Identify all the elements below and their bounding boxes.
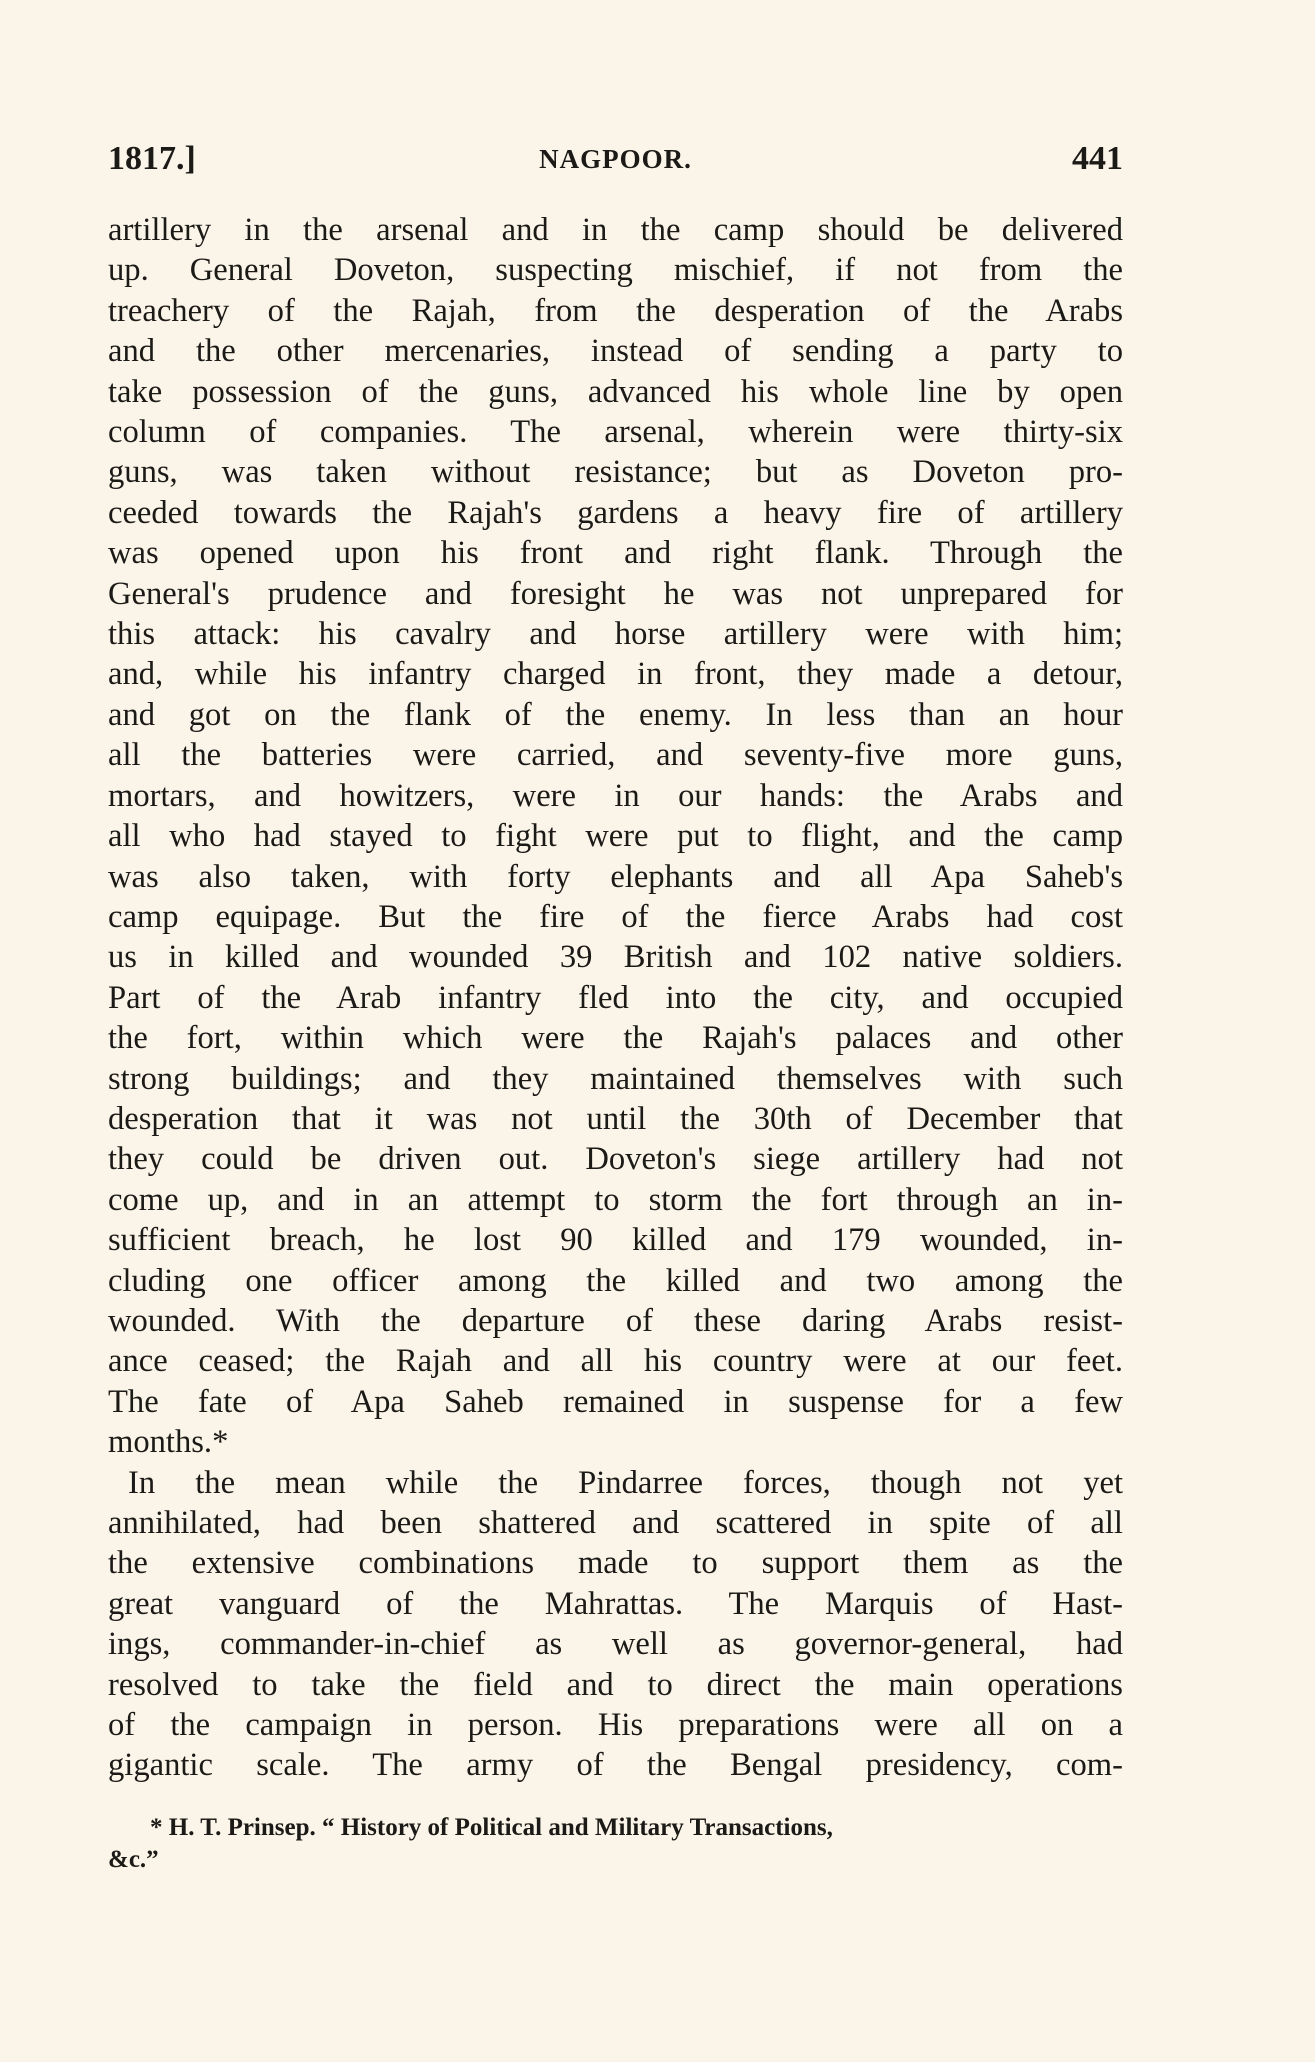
text-line: sufficient breach, he lost 90 killed and 179 wounded, in- [108,1222,1123,1259]
text-line: The fate of Apa Saheb remained in suspense for a few [108,1383,1123,1420]
text-line: they could be driven out. Doveton's siege artillery had not [108,1141,1123,1178]
text-line: all who had stayed to fight were put to flight, and the camp [108,818,1123,855]
text-line: ings, commander-in-chief as well as governor-general, had [108,1626,1123,1663]
text-line: ance ceased; the Rajah and all his country were at our feet. [108,1343,1123,1380]
text-line: mortars, and howitzers, were in our hands: the Arabs and [108,777,1123,814]
text-line: ceeded towards the Rajah's gardens a heavy fire of artillery [108,494,1123,531]
text-line: us in killed and wounded 39 British and 102 native soldiers. [108,939,1123,976]
text-line: resolved to take the field and to direct the main operations [108,1666,1123,1703]
text-line: great vanguard of the Mahrattas. The Marquis of Hast- [108,1585,1123,1622]
page-number: 441 [1072,140,1123,177]
footnote-line: * H. T. Prinsep. “ History of Political and Military Transactions, [150,1813,833,1841]
text-line: annihilated, had been shattered and scattered in spite of all [108,1505,1123,1541]
footnote [108,1812,1123,1876]
text-line: this attack: his cavalry and horse artillery were with him; [108,616,1123,653]
text-line: and got on the flank of the enemy. In less than an hour [108,696,1123,733]
text-line: guns, was taken without resistance; but as Doveton pro- [108,454,1123,491]
text-line: camp equipage. But the fire of the fierce Arabs had cost [108,898,1123,935]
footnote-line: &c.” [108,1845,159,1873]
header-year: 1817.] [108,140,196,177]
text-line: take possession of the guns, advanced his whole line by open [108,373,1123,410]
text-line: the fort, within which were the Rajah's palaces and other [108,1020,1123,1057]
text-line: all the batteries were carried, and seventy-five more guns, [108,737,1123,774]
book-page [108,140,1123,1876]
text-line: and, while his infantry charged in front, they made a detour, [108,656,1123,693]
text-line: In the mean while the Pindarree forces, though not yet [128,1464,1123,1501]
text-line: come up, and in an attempt to storm the fort through an in- [108,1181,1123,1218]
text-line: up. General Doveton, suspecting mischief, if not from the [108,252,1123,289]
text-line: months.* [108,1424,229,1461]
text-line: wounded. With the departure of these daring Arabs resist- [108,1302,1123,1339]
text-line: artillery in the arsenal and in the camp should be delivered [108,212,1123,248]
header-title: NAGPOOR. [539,144,692,174]
text-line: strong buildings; and they maintained themselves with such [108,1060,1123,1097]
body-text [108,210,1123,1786]
text-line: of the campaign in person. His preparations were all on a [108,1707,1123,1744]
text-line: was opened upon his front and right flank. Through the [108,535,1123,572]
text-line: and the other mercenaries, instead of sending a party to [108,333,1123,370]
text-line: desperation that it was not until the 30th of December that [108,1100,1123,1137]
running-head [108,140,1123,192]
text-line: gigantic scale. The army of the Bengal presidency, com- [108,1747,1123,1784]
text-line: General's prudence and foresight he was not unprepared for [108,575,1123,612]
text-line: cluding one officer among the killed and two among the [108,1262,1123,1299]
text-line: Part of the Arab infantry fled into the city, and occupied [108,979,1123,1016]
text-line: column of companies. The arsenal, wherein were thirty-six [108,414,1123,451]
text-line: was also taken, with forty elephants and all Apa Saheb's [108,858,1123,895]
text-line: the extensive combinations made to support them as the [108,1545,1123,1582]
text-line: treachery of the Rajah, from the desperation of the Arabs [108,292,1123,329]
